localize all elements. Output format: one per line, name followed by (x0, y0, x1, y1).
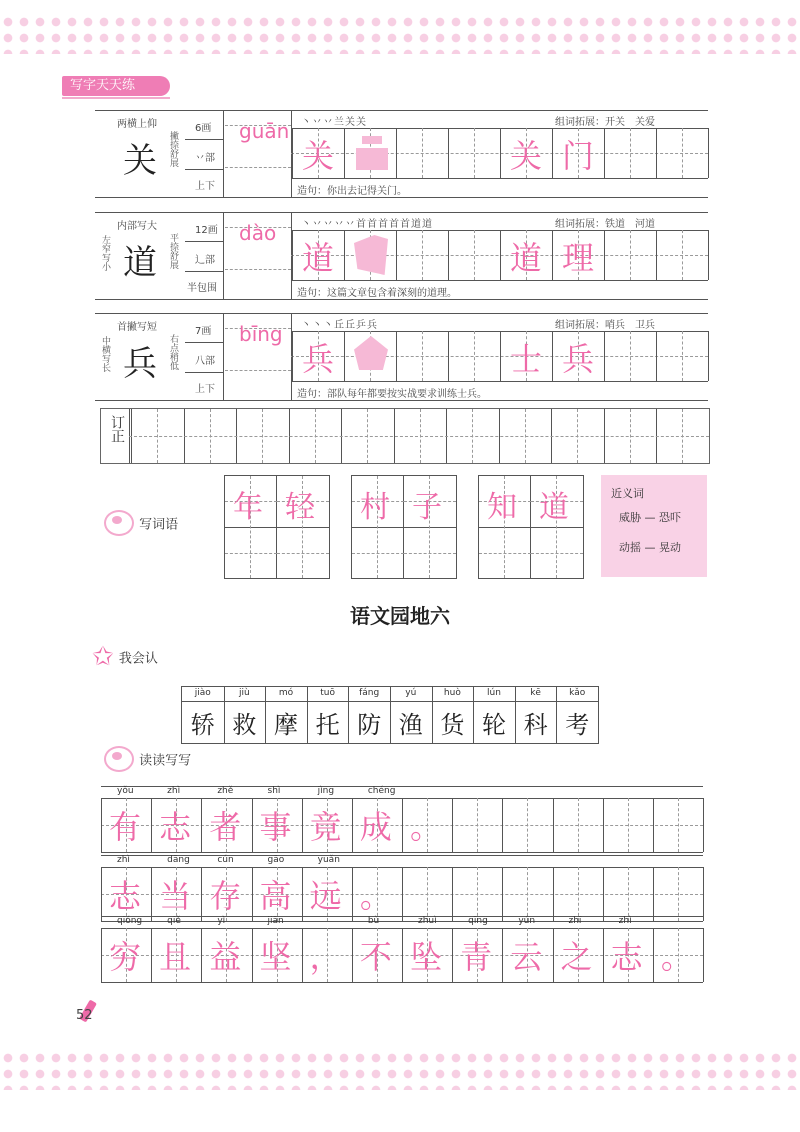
writing-note: 中横写长 (100, 336, 110, 372)
pinyin-label: qióng (117, 916, 143, 926)
model-character: 关 (123, 141, 157, 181)
word-box (478, 475, 584, 579)
practice-character: 。 (660, 938, 693, 976)
recognize-character: 救 (232, 711, 257, 739)
sentence-text: 部队每年都要按实战要求训练士兵。 (327, 389, 487, 400)
practice-line (101, 786, 703, 852)
recognize-character: 考 (565, 711, 590, 739)
pinyin-label: jiù (239, 688, 250, 698)
pinyin-label: yún (518, 916, 536, 926)
pinyin-label: zhì (167, 786, 181, 796)
word-box (351, 475, 457, 579)
pinyin-label: yì (217, 916, 226, 926)
practice-character: 兵 (302, 340, 335, 378)
stroke-sequence: 丶丷丷兰关关 (301, 117, 367, 128)
pinyin-label: qīng (468, 916, 488, 926)
practice-character: 。 (359, 877, 392, 915)
pinyin-label: kē (530, 688, 541, 698)
recognize-character: 轿 (190, 711, 215, 739)
trace-shape (354, 336, 388, 370)
word-character: 年 (233, 490, 263, 525)
practice-character: 云 (510, 938, 543, 976)
recognize-character: 渔 (398, 711, 423, 739)
practice-character: 志 (159, 808, 192, 846)
word-extension (555, 316, 655, 331)
practice-character: 不 (359, 938, 392, 976)
sentence-label: 造句： (297, 389, 327, 400)
trace-shape (354, 235, 388, 275)
word-extension-label: 组词拓展： (555, 219, 605, 230)
pinyin-label: zhì (117, 855, 130, 865)
recognize-character: 托 (315, 711, 340, 739)
sentence-text: 你出去记得关门。 (327, 186, 407, 197)
radical: 八部 (195, 356, 215, 367)
practice-character: 理 (562, 239, 595, 277)
pinyin-label: gāo (267, 855, 285, 865)
order-hint: 两横上仰 (117, 119, 157, 130)
word-extension-words: 哨兵 卫兵 (605, 320, 655, 331)
pinyin-label: huò (443, 688, 461, 698)
writing-note: 左窄写小 (100, 235, 110, 271)
pinyin-label: zhī (568, 916, 582, 926)
pinyin-label: yuǎn (317, 855, 340, 865)
word-extension-label: 组词拓展： (555, 320, 605, 331)
practice-character: 道 (302, 239, 335, 277)
practice-character: 竟 (309, 808, 342, 846)
recognize-character: 摩 (273, 711, 298, 739)
pinyin-label: chéng (367, 786, 396, 796)
practice-character: 成 (359, 808, 392, 846)
recognize-character: 科 (523, 711, 548, 739)
pinyin: dào (239, 221, 277, 245)
pinyin-label: zhě (217, 786, 234, 796)
practice-character: 关 (302, 137, 335, 175)
practice-character: 兵 (562, 340, 595, 378)
writing-note: 右点稍低 (168, 334, 178, 370)
structure: 上下 (195, 384, 215, 395)
word-extension-words: 开关 关爱 (605, 117, 655, 128)
page-number: 52 (76, 1008, 93, 1023)
word-box (224, 475, 330, 579)
practice-character: 道 (510, 239, 543, 277)
practice-character: 益 (209, 938, 242, 976)
practice-character: 士 (510, 340, 543, 378)
sentence-text: 这篇文章包含着深刻的道理。 (327, 288, 457, 299)
practice-character: 高 (259, 877, 292, 915)
word-character: 道 (539, 490, 569, 525)
example-sentence (297, 284, 457, 299)
write-words-heading (104, 510, 178, 536)
practice-character: 关 (510, 137, 543, 175)
pinyin-label: lún (487, 688, 501, 698)
dot-border-top (0, 14, 800, 54)
pinyin-label: shì (267, 786, 281, 796)
pinyin-label: tuō (320, 688, 335, 698)
recognize-table (181, 686, 599, 744)
recognize-character: 防 (357, 711, 382, 739)
pinyin-label: jìng (317, 786, 335, 796)
practice-character: 者 (209, 808, 242, 846)
pinyin: guān (239, 119, 290, 143)
stroke-sequence: 丶丷丷丷丷首首首首首道道 (301, 219, 433, 230)
recognize-character: 轮 (481, 711, 506, 739)
pinyin: bīng (239, 322, 283, 346)
pinyin-label: jiān (267, 916, 284, 926)
pinyin-label: dāng (167, 855, 190, 865)
correction-label: 订正 (109, 415, 125, 443)
structure: 上下 (195, 181, 215, 192)
synonym-pair-1: 威胁 — 恐吓 (619, 511, 681, 524)
pinyin-label: kǎo (569, 688, 586, 698)
char-row (95, 110, 708, 198)
word-extension (555, 215, 655, 230)
model-character: 兵 (123, 344, 157, 384)
pinyin-label: fáng (359, 688, 380, 698)
read-write-heading (104, 746, 191, 772)
sentence-label: 造句： (297, 288, 327, 299)
synonym-pair-2: 动摇 — 晃动 (619, 541, 681, 554)
recognize-heading (92, 642, 158, 672)
moon-swirl-icon (104, 510, 134, 536)
structure: 半包围 (187, 283, 217, 294)
practice-line (101, 916, 703, 982)
order-hint: 内部写大 (117, 221, 157, 232)
word-extension-label: 组词拓展： (555, 117, 605, 128)
pinyin-label: zhì (618, 916, 632, 926)
recognize-label: 我会认 (118, 651, 158, 667)
word-character: 知 (487, 490, 517, 525)
practice-character: 青 (460, 938, 493, 976)
stroke-count: 12画 (195, 225, 218, 236)
practice-character: 门 (562, 137, 595, 175)
practice-character: 穷 (109, 938, 142, 976)
dot-border-bottom (0, 1050, 800, 1090)
section-title: 语文园地六 (350, 604, 450, 628)
practice-character: 存 (209, 877, 242, 915)
word-character: 村 (360, 490, 390, 525)
model-character: 道 (123, 243, 157, 283)
practice-character: 坚 (259, 938, 292, 976)
stroke-sequence: 丶丶丶丘丘乒兵 (301, 320, 378, 331)
writing-note: 撇捺舒展 (168, 131, 178, 167)
write-words-label: 写词语 (139, 517, 179, 533)
read-write-label: 读读写写 (139, 753, 192, 769)
practice-character: 远 (309, 877, 342, 915)
stroke-count: 7画 (195, 326, 212, 337)
char-row (95, 313, 708, 401)
practice-character: 志 (109, 877, 142, 915)
sentence-label: 造句： (297, 186, 327, 197)
practice-character: 有 (109, 808, 142, 846)
practice-character: 且 (159, 938, 192, 976)
pinyin-label: yú (405, 688, 417, 698)
pinyin-label: mó (278, 688, 294, 698)
practice-character: 事 (259, 808, 292, 846)
moon-swirl-icon (104, 746, 134, 772)
recognize-character: 货 (440, 711, 465, 739)
example-sentence (297, 182, 407, 197)
word-extension-words: 铁道 河道 (605, 219, 655, 230)
correction-band (100, 408, 710, 464)
practice-character: 。 (410, 808, 443, 846)
word-character: 轻 (285, 490, 315, 525)
star-icon: ✩ (92, 642, 114, 672)
practice-character: 当 (159, 877, 192, 915)
practice-line (101, 855, 703, 921)
practice-character: 之 (560, 938, 593, 976)
practice-character: ， (309, 938, 342, 976)
pinyin-label: jiào (194, 688, 211, 698)
order-hint: 首撇写短 (117, 322, 157, 333)
radical: 辶部 (195, 255, 215, 266)
trace-shape (356, 148, 388, 170)
char-row (95, 212, 708, 300)
synonym-title: 近义词 (611, 487, 644, 500)
writing-note: 平捺舒展 (168, 233, 178, 269)
pinyin-label: qiě (167, 916, 181, 926)
pinyin-label: bù (367, 916, 380, 926)
section-tag: 写字天天练 (62, 76, 170, 96)
word-extension (555, 113, 655, 128)
synonym-box (601, 475, 707, 577)
example-sentence (297, 385, 487, 400)
word-character: 子 (412, 490, 442, 525)
pinyin-label: cún (217, 855, 234, 865)
pinyin-label: yǒu (117, 786, 134, 796)
stroke-count: 6画 (195, 123, 212, 134)
radical: 丷部 (195, 153, 215, 164)
practice-character: 志 (610, 938, 643, 976)
practice-character: 坠 (410, 938, 443, 976)
pinyin-label: zhuì (418, 916, 437, 926)
trace-shape (362, 136, 382, 144)
